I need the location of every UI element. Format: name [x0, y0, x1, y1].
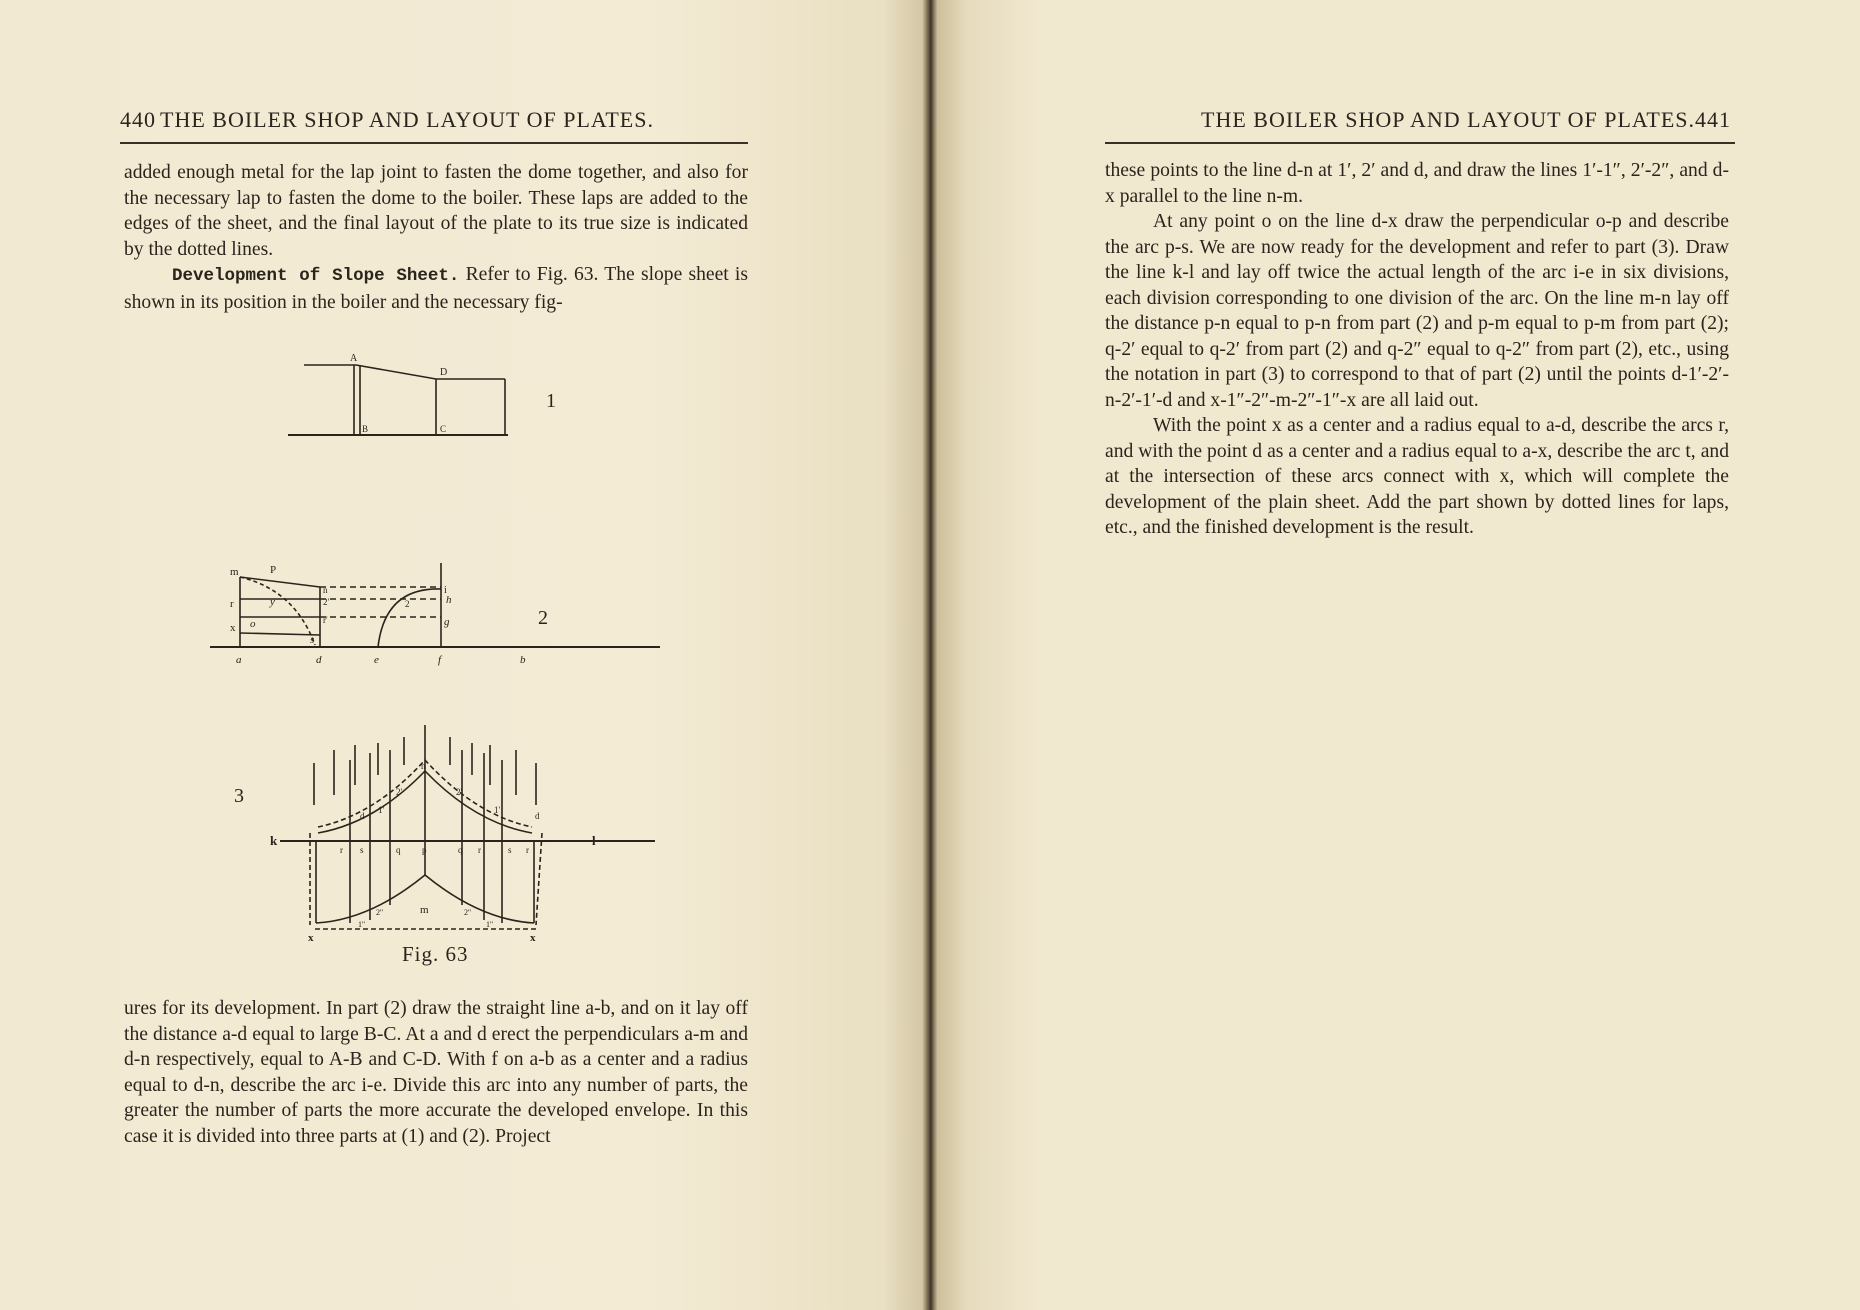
part3-letter-r-3: r — [526, 845, 529, 855]
part2-letter-f: f — [438, 654, 442, 666]
figure-part-label-1: 1 — [546, 390, 556, 412]
left-paragraph-3: ures for its development. In part (2) draw the straight line a-b, and on it lay off the distance a-d equal to large B-C. At a and d erect the perpendiculars a-m and d-n respectively, equal to A-B and C-D. With f on a-b as a center and a radius equal to d-n, describe the arc i-e. Divide this arc into any number of parts, the greater the number of parts the more accurate the developed envelope. In this case it is divided into three parts at (1) and (2). Project — [124, 998, 748, 1147]
running-head-left-title: THE BOILER SHOP AND LAYOUT OF PLATES. — [160, 107, 654, 132]
running-head-right — [1105, 107, 1735, 144]
part2-letter-m: m — [230, 566, 239, 578]
part2-letter-2prime: 2' — [323, 597, 330, 607]
part3-letter-m: m — [420, 904, 429, 916]
left-bottom-text — [124, 996, 748, 1149]
left-paragraph-1: added enough metal for the lap joint to fasten the dome together, and also for the necessary lap to fasten the dome to the boiler. These laps are added to the edges of the sheet, and the final layout of the plate to its true size is indicated by the dotted lines. — [124, 162, 748, 260]
part2-letter-i: i — [444, 585, 447, 596]
part2-letter-rprime: r' — [323, 615, 328, 625]
running-head-left — [120, 107, 748, 144]
left-paragraph-2 — [124, 262, 748, 315]
part3-letter-2prime-right: 2' — [456, 787, 463, 797]
part1-letter-c: C — [440, 424, 447, 434]
figure-part-label-2: 2 — [538, 607, 548, 629]
part3-letter-r-1: r — [340, 845, 343, 855]
part2-letter-n: n — [323, 585, 328, 595]
book-spine — [922, 0, 938, 1310]
part2-letter-x: x — [230, 622, 236, 634]
part3-letter-x-right: x — [530, 932, 536, 944]
left-paragraph-2-text: Refer to Fig. 63. The slope sheet is shown in its position in the boiler and the necessary fig- — [124, 264, 749, 313]
page-number-left: 440 — [120, 107, 156, 132]
part3-letter-1prime-right: 1' — [494, 805, 501, 815]
part3-letter-n: n — [421, 761, 426, 771]
part2-letter-o: o — [250, 618, 256, 630]
right-paragraph-1: these points to the line d-n at 1′, 2′ and d, and draw the lines 1′-1″, 2′-2″, and d-x parallel to the line n-m. — [1105, 160, 1729, 207]
part2-letter-g: g — [444, 616, 450, 628]
part3-letter-2dprime-left: 2'' — [376, 908, 383, 917]
part2-letter-r: r — [230, 598, 234, 610]
right-paragraph-2: At any point o on the line d-x draw the perpendicular o-p and describe the arc p-s. We are now ready for the development and refer to part (3). Draw the line k-l and lay off twice the actual length of the arc i-e in six divisions, each division corresponding to one division of the arc. On the line m-n lay off the distance p-n equal to p-n from part (2) and p-m equal to p-m from part (2); q-2′ equal to q-2′ from part (2) and q-2″ equal to q-2″ from part (2), etc., using the notation in part (3) to correspond to that of part (2) until the points d-1′-2′-n-2′-1′-d and x-1″-2″-m-2″-1″-x are all laid out. — [1105, 211, 1729, 411]
part1-letter-a: A — [350, 353, 358, 364]
part3-letter-r-2: r — [478, 845, 481, 855]
right-body-text — [1105, 158, 1729, 541]
part3-letter-1dprime-left: 1'' — [358, 920, 365, 929]
part3-letter-l: l — [592, 833, 596, 848]
part2-letter-e: e — [374, 654, 379, 666]
right-paragraph-3: With the point x as a center and a radius equal to a-d, describe the arcs r, and with the point d as a center and a radius equal to a-x, describe the arc t, and at the intersection of these arcs connect with x, which will complete the development of the plain sheet. Add the part shown by dotted lines for laps, etc., and the finished development is the result. — [1105, 415, 1729, 538]
part3-letter-1dprime-right: 1'' — [486, 920, 493, 929]
part3-letter-q-1: q — [396, 845, 401, 855]
part2-letter-2: 2 — [405, 599, 410, 609]
part3-letter-2prime-left: 2' — [396, 787, 403, 797]
figure-63-drawing — [200, 345, 680, 985]
running-head-right-title: THE BOILER SHOP AND LAYOUT OF PLATES. — [1201, 107, 1695, 132]
part3-letter-k: k — [270, 833, 278, 848]
part3-letter-d-left: d — [360, 811, 365, 821]
part3-letter-d-right: d — [535, 811, 540, 821]
part3-letter-s-2: s — [508, 845, 512, 855]
part1-letter-b: B — [362, 424, 369, 434]
part2-letter-h: h — [446, 594, 452, 606]
part3-letter-q-2: q — [458, 845, 463, 855]
figure-63 — [200, 345, 680, 985]
part2-letter-s: s — [310, 634, 315, 646]
part3-letter-p: p — [422, 845, 427, 855]
section-heading-slope-sheet: Development of Slope Sheet. — [172, 266, 460, 286]
part2-letter-d: d — [316, 654, 322, 666]
part3-letter-2dprime-right: 2'' — [464, 908, 471, 917]
part2-letter-y: y — [270, 596, 275, 608]
part2-letter-p: P — [270, 564, 277, 576]
part1-letter-d: D — [440, 367, 448, 378]
part3-letter-x-left: x — [308, 932, 314, 944]
part2-letter-a: a — [236, 654, 242, 666]
figure-caption: Fig. 63 — [402, 942, 469, 966]
left-top-text — [124, 160, 748, 315]
figure-part-label-3: 3 — [234, 785, 244, 807]
part3-letter-s-1: s — [360, 845, 364, 855]
part3-letter-1prime-left: 1' — [378, 805, 385, 815]
page-number-right: 441 — [1695, 107, 1731, 132]
part2-letter-b: b — [520, 654, 526, 666]
